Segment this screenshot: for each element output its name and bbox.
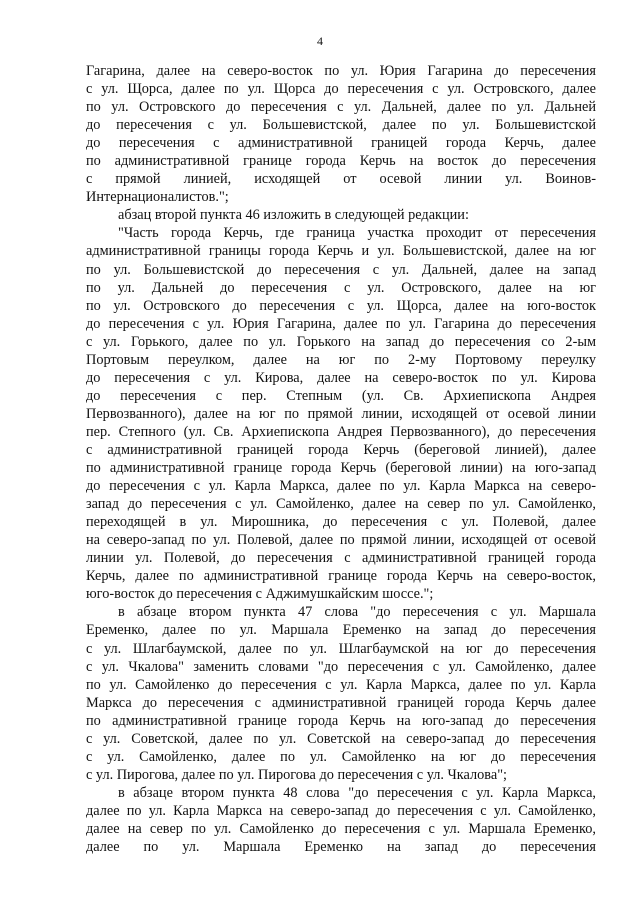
- text-line: юго-восток до пересечения с Аджимушкайским шоссе.";: [86, 586, 434, 603]
- text-line: с ул. Пирогова, далее по ул. Пирогова до пересечения с ул. Чкалова";: [86, 766, 507, 783]
- text-line: с ул. Шлагбаумской, далее по ул. Шлагбаумской на юг до пересечения: [86, 640, 596, 657]
- text-line: в абзаце втором пункта 48 слова "до пересечения с ул. Карла Маркса,: [118, 784, 596, 801]
- text-line: по ул. Дальней до пересечения с ул. Островского, далее на юг: [86, 279, 596, 296]
- text-line: по ул. Островского до пересечения с ул. Щорса, далее на юго-восток: [86, 297, 596, 314]
- text-line: административной границы города Керчь и ул. Большевистской, далее на юг: [86, 243, 596, 260]
- text-line: до пересечения с ул. Юрия Гагарина, далее по ул. Гагарина до пересечения: [86, 315, 596, 332]
- text-line: Гагарина, далее на северо-восток по ул. Юрия Гагарина до пересечения: [86, 63, 596, 79]
- text-line: по ул. Островского до пересечения с ул. Дальней, далее по ул. Дальней: [86, 99, 596, 116]
- text-line: далее по ул. Карла Маркса на северо-запад до пересечения с ул. Самойленко,: [86, 802, 596, 819]
- text-line: по ул. Большевистской до пересечения с ул. Дальней, далее на запад: [86, 261, 596, 278]
- text-line: пер. Степного (ул. Св. Архиепископа Андрея Первозванного), до пересечения: [86, 423, 596, 440]
- text-line: с ул. Советской, далее по ул. Советской на северо-запад до пересечения: [86, 730, 596, 747]
- text-line: по административной границе города Керчь (береговой линии) на юго-запад: [86, 460, 596, 477]
- text-line: до пересечения с ул. Карла Маркса, далее по ул. Карла Маркса на северо-: [86, 478, 596, 495]
- text-line: до пересечения с административной границей города Керчь, далее: [86, 135, 596, 152]
- text-line: до пересечения с пер. Степным (ул. Св. Архиепископа Андрея: [86, 387, 596, 404]
- text-line: Маркса до пересечения с административной границей города Керчь далее: [86, 694, 596, 711]
- text-line: абзац второй пункта 46 изложить в следующей редакции:: [118, 207, 469, 224]
- text-line: с прямой линией, исходящей от осевой линии ул. Воинов-: [86, 171, 596, 188]
- text-line: до пересечения с ул. Большевистской, далее по ул. Большевистской: [86, 117, 596, 134]
- text-line: переходящей в ул. Мирошника, до пересечения с ул. Полевой, далее: [86, 514, 596, 531]
- text-line: Портовым переулком, далее на юг по 2-му Портовому переулку: [86, 351, 596, 368]
- text-line: Еременко, далее по ул. Маршала Еременко на запад до пересечения: [86, 622, 596, 639]
- text-line: с ул. Чкалова" заменить словами "до пересечения с ул. Самойленко, далее: [86, 658, 596, 675]
- text-line: Керчь, далее по административной границе города Керчь на северо-восток,: [86, 568, 596, 585]
- text-line: на северо-запад по ул. Полевой, далее по прямой линии, исходящей от осевой: [86, 532, 596, 549]
- text-line: по административной границе города Керчь на восток до пересечения: [86, 153, 596, 170]
- text-line: по ул. Самойленко до пересечения с ул. Карла Маркса, далее по ул. Карла: [86, 676, 596, 693]
- text-line: по административной границе города Керчь на юго-запад до пересечения: [86, 712, 596, 729]
- text-line: с ул. Щорса, далее по ул. Щорса до пересечения с ул. Островского, далее: [86, 81, 596, 98]
- text-line: Интернационалистов.";: [86, 189, 229, 206]
- text-line: с административной границей города Керчь (береговой линией), далее: [86, 441, 596, 458]
- page-number: 4: [317, 34, 323, 48]
- text-line: "Часть города Керчь, где граница участка проходит от пересечения: [118, 225, 596, 242]
- text-line: запад до пересечения с ул. Самойленко, далее на север по ул. Самойленко,: [86, 496, 596, 513]
- text-line: Первозванного), далее на юг по прямой линии, исходящей от осевой линии: [86, 405, 596, 422]
- document-body: [86, 62, 596, 856]
- text-line: в абзаце втором пункта 47 слова "до пересечения с ул. Маршала: [118, 604, 596, 621]
- text-line: далее на север по ул. Самойленко до пересечения с ул. Маршала Еременко,: [86, 820, 596, 837]
- text-line: далее по ул. Маршала Еременко на запад до пересечения: [86, 839, 596, 856]
- text-line: линии ул. Полевой, до пересечения с административной границей города: [86, 550, 596, 567]
- text-line: до пересечения с ул. Кирова, далее на северо-восток по ул. Кирова: [86, 369, 596, 386]
- text-line: с ул. Горького, далее по ул. Горького на запад до пересечения со 2-ым: [86, 333, 596, 350]
- text-line: с ул. Самойленко, далее по ул. Самойленко на юг до пересечения: [86, 748, 596, 765]
